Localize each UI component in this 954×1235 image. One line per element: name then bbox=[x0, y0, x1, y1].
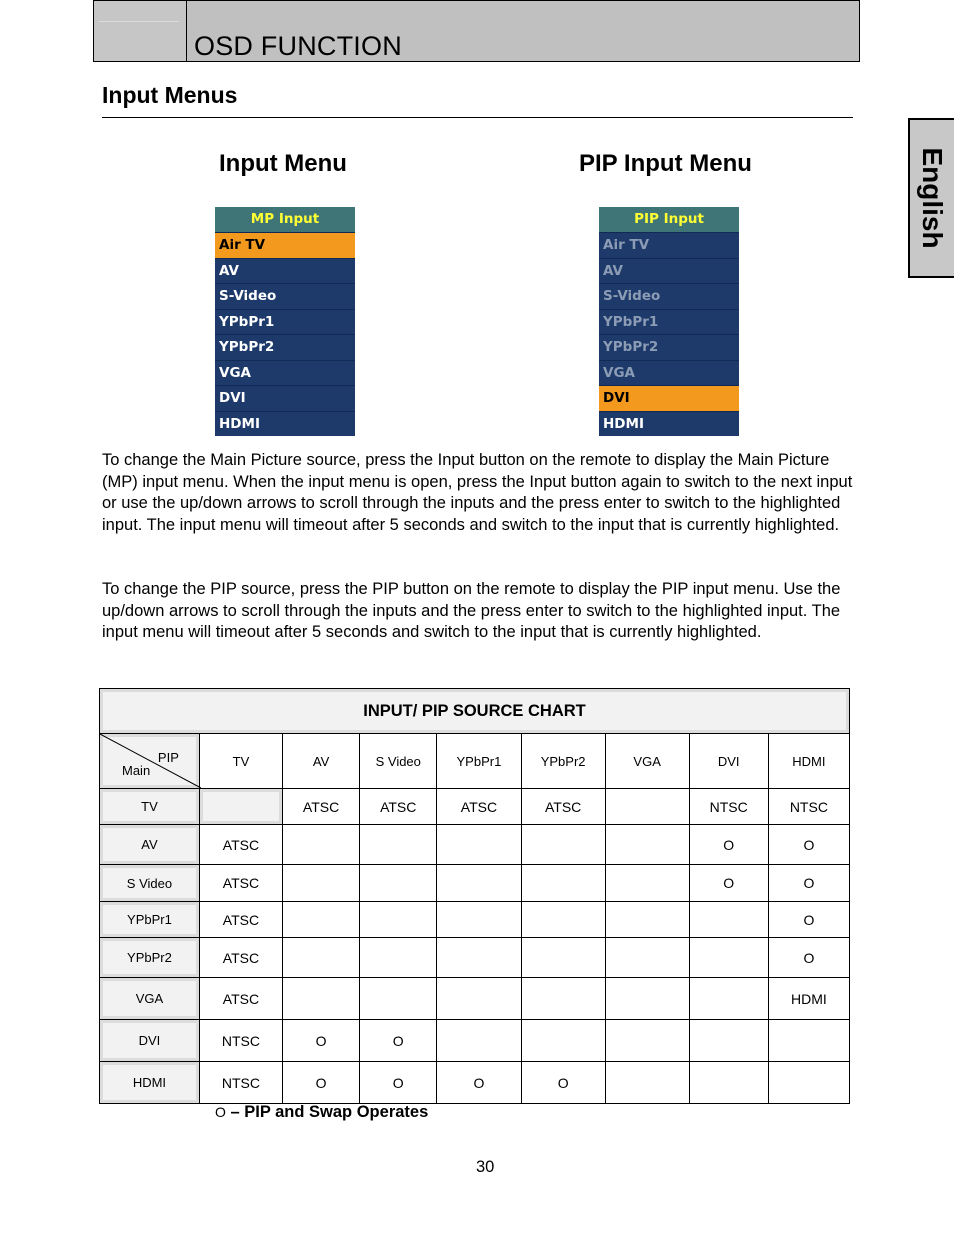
table-cell bbox=[360, 865, 437, 902]
pip-input-item-ypbpr2[interactable]: YPbPr2 bbox=[599, 334, 739, 360]
table-row bbox=[100, 902, 850, 938]
pip-input-item-dvi[interactable]: DVI bbox=[599, 385, 739, 411]
table-cell bbox=[689, 1062, 768, 1104]
table-cell: ATSC bbox=[199, 865, 282, 902]
table-cell bbox=[282, 938, 359, 978]
table-cell: O bbox=[437, 1062, 521, 1104]
table-cell: O bbox=[768, 825, 849, 865]
table-cell: ATSC bbox=[199, 902, 282, 938]
corner-diagonal bbox=[100, 734, 201, 788]
table-cell: NTSC bbox=[199, 1062, 282, 1104]
row-header: S Video bbox=[100, 865, 200, 902]
table-cell bbox=[689, 978, 768, 1020]
table-cell bbox=[605, 902, 689, 938]
table-cell: ATSC bbox=[437, 789, 521, 825]
table-cell bbox=[437, 902, 521, 938]
column-header: YPbPr2 bbox=[521, 734, 605, 789]
table-cell bbox=[768, 1062, 849, 1104]
mp-input-osd-title: MP Input bbox=[215, 207, 355, 232]
table-cell: ATSC bbox=[521, 789, 605, 825]
paragraph-main-picture: To change the Main Picture source, press the Input button on the remote to display the Main Picture (MP) input menu. When the input menu is open, press the Input button again to switch to the next input or use the up/down arrows to scroll through the inputs and the press enter to switch to the highlighted input. The input menu will timeout after 5 seconds and switch to the input that is currently highlighted. bbox=[102, 451, 853, 534]
row-header: AV bbox=[100, 825, 200, 865]
pip-input-item-vga[interactable]: VGA bbox=[599, 360, 739, 386]
column-header: DVI bbox=[689, 734, 768, 789]
pip-input-item-s-video[interactable]: S-Video bbox=[599, 283, 739, 309]
table-cell bbox=[437, 938, 521, 978]
table-row bbox=[100, 789, 850, 825]
header-title: OSD FUNCTION bbox=[194, 31, 402, 61]
table-row bbox=[100, 1020, 850, 1062]
pip-input-osd-menu bbox=[599, 207, 739, 436]
table-cell bbox=[521, 825, 605, 865]
page-header bbox=[93, 0, 860, 62]
column-header: AV bbox=[282, 734, 359, 789]
column-header: YPbPr1 bbox=[437, 734, 521, 789]
table-cell: ATSC bbox=[199, 938, 282, 978]
table-cell: NTSC bbox=[689, 789, 768, 825]
table-cell bbox=[521, 865, 605, 902]
pip-input-menu-caption: PIP Input Menu bbox=[579, 150, 752, 177]
table-cell bbox=[521, 978, 605, 1020]
paragraph-pip: To change the PIP source, press the PIP button on the remote to display the PIP input menu. Use the up/down arrows to scroll through the inputs and the press enter to switch to the highlighted input. The input menu will timeout after 5 seconds and switch to the input that is currently highlighted. bbox=[102, 580, 841, 641]
chart-legend bbox=[215, 1103, 428, 1122]
pip-input-item-hdmi[interactable]: HDMI bbox=[599, 411, 739, 437]
chart-corner-cell bbox=[100, 734, 200, 789]
pip-input-osd-title: PIP Input bbox=[599, 207, 739, 232]
table-cell: ATSC bbox=[282, 789, 359, 825]
language-tab bbox=[908, 118, 954, 278]
section-divider bbox=[102, 117, 853, 118]
column-header: TV bbox=[199, 734, 282, 789]
mp-input-item-air-tv[interactable]: Air TV bbox=[215, 232, 355, 258]
table-cell bbox=[605, 789, 689, 825]
pip-input-item-av[interactable]: AV bbox=[599, 258, 739, 284]
table-cell bbox=[437, 825, 521, 865]
table-cell: NTSC bbox=[768, 789, 849, 825]
table-cell bbox=[605, 1062, 689, 1104]
table-cell bbox=[689, 1020, 768, 1062]
row-header: YPbPr2 bbox=[100, 938, 200, 978]
table-cell bbox=[605, 1020, 689, 1062]
table-cell bbox=[360, 825, 437, 865]
table-cell: HDMI bbox=[768, 978, 849, 1020]
table-row bbox=[100, 1062, 850, 1104]
table-cell bbox=[360, 978, 437, 1020]
column-header: VGA bbox=[605, 734, 689, 789]
row-header: DVI bbox=[100, 1020, 200, 1062]
mp-input-item-av[interactable]: AV bbox=[215, 258, 355, 284]
table-row bbox=[100, 825, 850, 865]
legend-text: – PIP and Swap Operates bbox=[230, 1103, 429, 1121]
table-cell bbox=[521, 902, 605, 938]
table-cell bbox=[282, 902, 359, 938]
table-cell: O bbox=[768, 865, 849, 902]
table-cell: O bbox=[689, 825, 768, 865]
table-cell: NTSC bbox=[199, 1020, 282, 1062]
row-header: HDMI bbox=[100, 1062, 200, 1104]
table-cell bbox=[360, 902, 437, 938]
legend-symbol: O bbox=[215, 1104, 226, 1120]
row-header: TV bbox=[100, 789, 200, 825]
table-cell bbox=[521, 938, 605, 978]
table-cell: O bbox=[282, 1020, 359, 1062]
table-cell bbox=[605, 865, 689, 902]
table-cell: ATSC bbox=[199, 825, 282, 865]
table-cell bbox=[437, 978, 521, 1020]
input-pip-source-chart bbox=[99, 688, 850, 1104]
table-cell bbox=[521, 1020, 605, 1062]
mp-input-item-ypbpr2[interactable]: YPbPr2 bbox=[215, 334, 355, 360]
table-cell: ATSC bbox=[360, 789, 437, 825]
table-cell: O bbox=[360, 1062, 437, 1104]
header-tab-box bbox=[94, 1, 187, 61]
table-row bbox=[100, 978, 850, 1020]
mp-input-item-hdmi[interactable]: HDMI bbox=[215, 411, 355, 437]
table-cell bbox=[605, 978, 689, 1020]
mp-input-item-vga[interactable]: VGA bbox=[215, 360, 355, 386]
table-cell bbox=[199, 789, 282, 825]
column-header: S Video bbox=[360, 734, 437, 789]
table-cell bbox=[282, 825, 359, 865]
column-header: HDMI bbox=[768, 734, 849, 789]
table-cell bbox=[282, 978, 359, 1020]
mp-input-item-ypbpr1[interactable]: YPbPr1 bbox=[215, 309, 355, 335]
table-cell: O bbox=[768, 902, 849, 938]
mp-input-item-dvi[interactable]: DVI bbox=[215, 385, 355, 411]
table-cell bbox=[689, 938, 768, 978]
input-menu-caption: Input Menu bbox=[219, 150, 347, 177]
pip-input-item-air-tv[interactable]: Air TV bbox=[599, 232, 739, 258]
table-cell bbox=[768, 1020, 849, 1062]
table-cell bbox=[437, 865, 521, 902]
row-header: YPbPr1 bbox=[100, 902, 200, 938]
table-cell: O bbox=[360, 1020, 437, 1062]
corner-pip-label: PIP bbox=[157, 750, 179, 765]
table-cell bbox=[437, 1020, 521, 1062]
table-cell bbox=[282, 865, 359, 902]
section-title: Input Menus bbox=[102, 82, 238, 108]
table-row bbox=[100, 865, 850, 902]
corner-main-label: Main bbox=[122, 763, 151, 778]
table-cell: O bbox=[768, 938, 849, 978]
table-row bbox=[100, 938, 850, 978]
chart-title: INPUT/ PIP SOURCE CHART bbox=[100, 689, 850, 734]
pip-input-item-ypbpr1[interactable]: YPbPr1 bbox=[599, 309, 739, 335]
mp-input-osd-menu bbox=[215, 207, 355, 436]
page-number: 30 bbox=[476, 1158, 495, 1176]
row-header: VGA bbox=[100, 978, 200, 1020]
table-cell: O bbox=[282, 1062, 359, 1104]
table-cell bbox=[689, 902, 768, 938]
mp-input-item-s-video[interactable]: S-Video bbox=[215, 283, 355, 309]
table-cell: O bbox=[521, 1062, 605, 1104]
table-cell bbox=[360, 938, 437, 978]
table-cell: ATSC bbox=[199, 978, 282, 1020]
table-cell bbox=[605, 825, 689, 865]
table-cell bbox=[605, 938, 689, 978]
table-cell: O bbox=[689, 865, 768, 902]
language-tab-label: English bbox=[917, 147, 948, 249]
